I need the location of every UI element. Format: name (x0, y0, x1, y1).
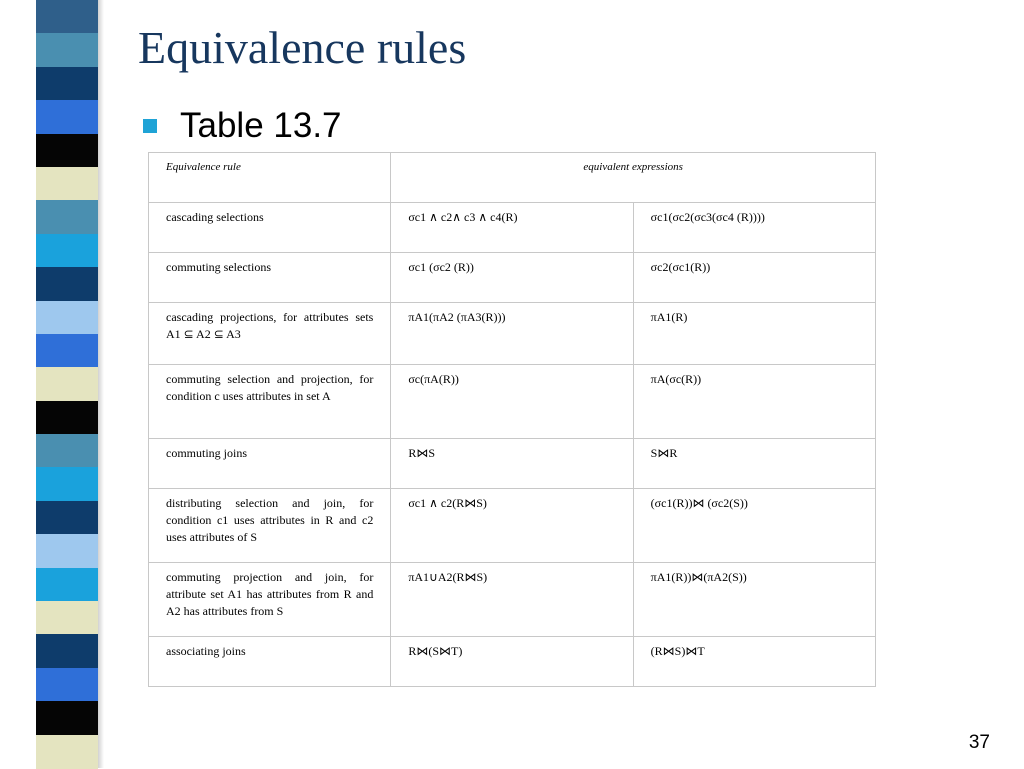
color-band (36, 634, 98, 668)
color-band (36, 568, 98, 602)
page-number: 37 (968, 732, 990, 753)
expression-cell: σc1 ∧ c2(R⋈S) (391, 489, 633, 563)
bullet-text: Table 13.7 (180, 106, 342, 145)
rule-cell: commuting selection and projection, for condition c uses attributes in set A (149, 365, 391, 439)
color-band (36, 334, 98, 368)
expression-cell: R⋈(S⋈T) (391, 637, 633, 687)
color-band (36, 67, 98, 101)
equivalence-rules-table (148, 152, 876, 687)
color-band (36, 701, 98, 735)
table-row (149, 489, 876, 563)
expression-cell: πA1∪A2(R⋈S) (391, 563, 633, 637)
decorative-color-strip (36, 0, 98, 768)
color-band (36, 234, 98, 268)
equivalent-expression-cell: (σc1(R))⋈ (σc2(S)) (633, 489, 875, 563)
color-band (36, 200, 98, 234)
equivalent-expression-cell: πA1(R))⋈(πA2(S)) (633, 563, 875, 637)
color-band (36, 534, 98, 568)
color-band (36, 735, 98, 769)
rule-cell: distributing selection and join, for condition c1 uses attributes in R and c2 uses attributes of S (149, 489, 391, 563)
color-band (36, 501, 98, 535)
expression-cell: R⋈S (391, 439, 633, 489)
expression-cell: σc(πA(R)) (391, 365, 633, 439)
rule-cell: commuting joins (149, 439, 391, 489)
header-expressions: equivalent expressions (391, 153, 876, 203)
table-row (149, 303, 876, 365)
slide-title: Equivalence rules (138, 22, 467, 73)
color-band (36, 301, 98, 335)
equivalent-expression-cell: S⋈R (633, 439, 875, 489)
strip-shadow (98, 0, 104, 768)
color-band (36, 601, 98, 635)
color-band (36, 434, 98, 468)
color-band (36, 0, 98, 34)
color-band (36, 401, 98, 435)
table-row (149, 253, 876, 303)
color-band (36, 267, 98, 301)
expression-cell: πA1(πA2 (πA3(R))) (391, 303, 633, 365)
equivalent-expression-cell: σc2(σc1(R)) (633, 253, 875, 303)
rule-cell: commuting selections (149, 253, 391, 303)
color-band (36, 33, 98, 67)
equivalent-expression-cell: πA1(R) (633, 303, 875, 365)
header-rule: Equivalence rule (149, 153, 391, 203)
table-row (149, 637, 876, 687)
color-band (36, 668, 98, 702)
rule-cell: cascading selections (149, 203, 391, 253)
color-band (36, 467, 98, 501)
rule-cell: associating joins (149, 637, 391, 687)
color-band (36, 100, 98, 134)
table-row (149, 439, 876, 489)
table-header-row (149, 153, 876, 203)
table-row (149, 365, 876, 439)
rule-cell: cascading projections, for attributes sets A1 ⊆ A2 ⊆ A3 (149, 303, 391, 365)
expression-cell: σc1 (σc2 (R)) (391, 253, 633, 303)
color-band (36, 167, 98, 201)
equivalent-expression-cell: πA(σc(R)) (633, 365, 875, 439)
color-band (36, 134, 98, 168)
square-bullet-icon (143, 119, 157, 133)
color-band (36, 367, 98, 401)
equivalent-expression-cell: σc1(σc2(σc3(σc4 (R)))) (633, 203, 875, 253)
table-row (149, 563, 876, 637)
table-row (149, 203, 876, 253)
equivalent-expression-cell: (R⋈S)⋈T (633, 637, 875, 687)
expression-cell: σc1 ∧ c2∧ c3 ∧ c4(R) (391, 203, 633, 253)
rule-cell: commuting projection and join, for attribute set A1 has attributes from R and A2 has attributes from S (149, 563, 391, 637)
